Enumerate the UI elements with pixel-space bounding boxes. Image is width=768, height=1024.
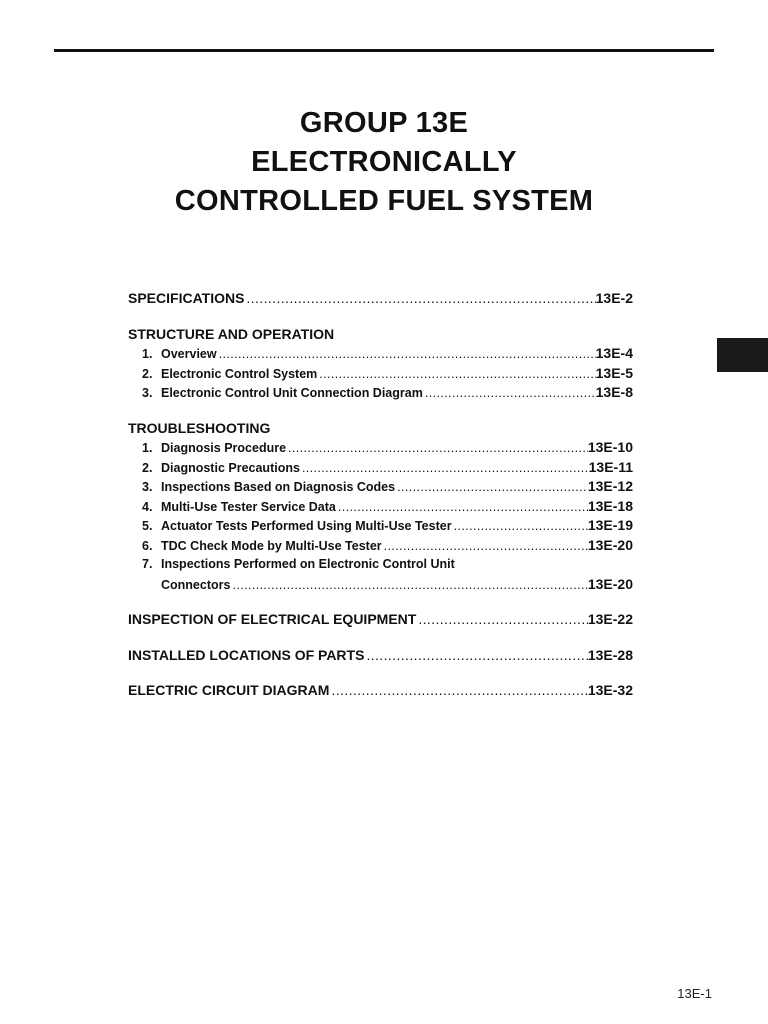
toc-entry-page: 13E-10 bbox=[587, 439, 633, 455]
dot-leader bbox=[317, 365, 595, 385]
toc-entry-label: Inspections Based on Diagnosis Codes bbox=[161, 480, 396, 494]
table-of-contents bbox=[128, 289, 633, 701]
toc-entry-page: 13E-28 bbox=[587, 646, 633, 663]
toc-entry-page: 13E-12 bbox=[587, 478, 633, 494]
toc-entry-label: ELECTRIC CIRCUIT DIAGRAM bbox=[128, 682, 330, 698]
toc-entry-label: Electronic Control Unit Connection Diagram bbox=[161, 386, 423, 400]
toc-entry-label: Diagnostic Precautions bbox=[161, 460, 300, 475]
toc-entry-number: 2. bbox=[142, 460, 153, 475]
title-line-2: ELECTRONICALLY bbox=[251, 146, 517, 178]
title-line-3: CONTROLLED FUEL SYSTEM bbox=[174, 185, 594, 217]
toc-entry-number: 4. bbox=[142, 499, 153, 514]
dot-leader bbox=[416, 610, 588, 630]
page-number: 13E-1 bbox=[677, 986, 712, 1001]
toc-entry-tdc-check-mode[interactable] bbox=[128, 536, 633, 556]
toc-entry-ecu-connection-diagram[interactable] bbox=[128, 383, 633, 403]
toc-entry-page: 13E-2 bbox=[595, 290, 633, 306]
dot-leader bbox=[286, 439, 588, 459]
dot-leader bbox=[382, 537, 588, 557]
toc-entry-number: 6. bbox=[142, 538, 153, 553]
dot-leader bbox=[364, 646, 587, 666]
dot-leader bbox=[230, 576, 587, 596]
toc-entry-label: Electronic Control System bbox=[161, 366, 318, 381]
toc-entry-number: 2. bbox=[142, 366, 153, 381]
dot-leader bbox=[395, 478, 588, 498]
toc-entry-label: Connectors bbox=[161, 577, 231, 592]
dot-leader bbox=[336, 498, 588, 518]
toc-entry-inspections-diagnosis-codes[interactable] bbox=[128, 477, 633, 497]
toc-entry-page: 13E-18 bbox=[587, 497, 633, 514]
toc-entry-page: 13E-22 bbox=[587, 611, 633, 627]
toc-entry-diagnostic-precautions[interactable] bbox=[128, 458, 633, 478]
dot-leader bbox=[329, 681, 587, 701]
toc-heading-troubleshooting: TROUBLESHOOTING bbox=[128, 419, 271, 436]
toc-entry-page: 13E-32 bbox=[587, 682, 633, 698]
toc-entry-number: 3. bbox=[142, 480, 153, 494]
toc-entry-label: TDC Check Mode by Multi-Use Tester bbox=[161, 538, 382, 553]
toc-entry-page: 13E-8 bbox=[595, 384, 633, 400]
toc-entry-label: Actuator Tests Performed Using Multi-Use Tester bbox=[161, 519, 452, 533]
toc-entry-overview[interactable] bbox=[128, 344, 633, 364]
toc-entry-number: 7. bbox=[142, 557, 153, 571]
toc-entry-installed-locations[interactable] bbox=[128, 646, 633, 666]
toc-heading-structure: STRUCTURE AND OPERATION bbox=[128, 325, 335, 342]
toc-entry-tester-service-data[interactable] bbox=[128, 497, 633, 517]
document-title bbox=[0, 104, 768, 221]
toc-entry-page: 13E-11 bbox=[588, 458, 633, 475]
toc-entry-label: SPECIFICATIONS bbox=[128, 290, 245, 306]
toc-entry-diagnosis-procedure[interactable] bbox=[128, 438, 633, 458]
toc-entry-page: 13E-4 bbox=[595, 345, 633, 361]
toc-entry-page: 13E-20 bbox=[587, 575, 633, 592]
toc-entry-page: 13E-5 bbox=[595, 364, 633, 381]
toc-entry-number: 3. bbox=[142, 386, 153, 400]
toc-entry-ecu-connector-inspections-cont[interactable] bbox=[128, 575, 633, 595]
title-line-1: GROUP 13E bbox=[299, 107, 469, 139]
toc-entry-label: Inspections Performed on Electronic Control Unit bbox=[161, 557, 455, 571]
dot-leader bbox=[300, 459, 589, 479]
toc-entry-number: 1. bbox=[142, 441, 153, 455]
toc-entry-electric-circuit-diagram[interactable] bbox=[128, 681, 633, 701]
section-tab-marker bbox=[717, 338, 768, 372]
toc-entry-number: 5. bbox=[142, 519, 153, 533]
toc-entry-inspection-electrical-equipment[interactable] bbox=[128, 610, 633, 630]
toc-entry-specifications[interactable] bbox=[128, 289, 633, 309]
toc-entry-label: INSPECTION OF ELECTRICAL EQUIPMENT bbox=[128, 611, 417, 627]
dot-leader bbox=[423, 384, 596, 404]
toc-entry-actuator-tests[interactable] bbox=[128, 516, 633, 536]
toc-entry-number: 1. bbox=[142, 347, 153, 361]
toc-entry-ecu-connector-inspections[interactable] bbox=[128, 555, 633, 575]
dot-leader bbox=[452, 517, 588, 537]
toc-entry-label: INSTALLED LOCATIONS OF PARTS bbox=[128, 646, 365, 663]
toc-entry-electronic-control-system[interactable] bbox=[128, 364, 633, 384]
toc-entry-label: Overview bbox=[161, 347, 217, 361]
toc-entry-page: 13E-19 bbox=[587, 517, 633, 533]
toc-entry-page: 13E-20 bbox=[587, 536, 633, 553]
toc-entry-label: Multi-Use Tester Service Data bbox=[161, 499, 336, 514]
dot-leader bbox=[217, 345, 596, 365]
dot-leader bbox=[244, 289, 595, 309]
toc-entry-label: Diagnosis Procedure bbox=[161, 441, 287, 455]
top-rule bbox=[54, 49, 714, 52]
